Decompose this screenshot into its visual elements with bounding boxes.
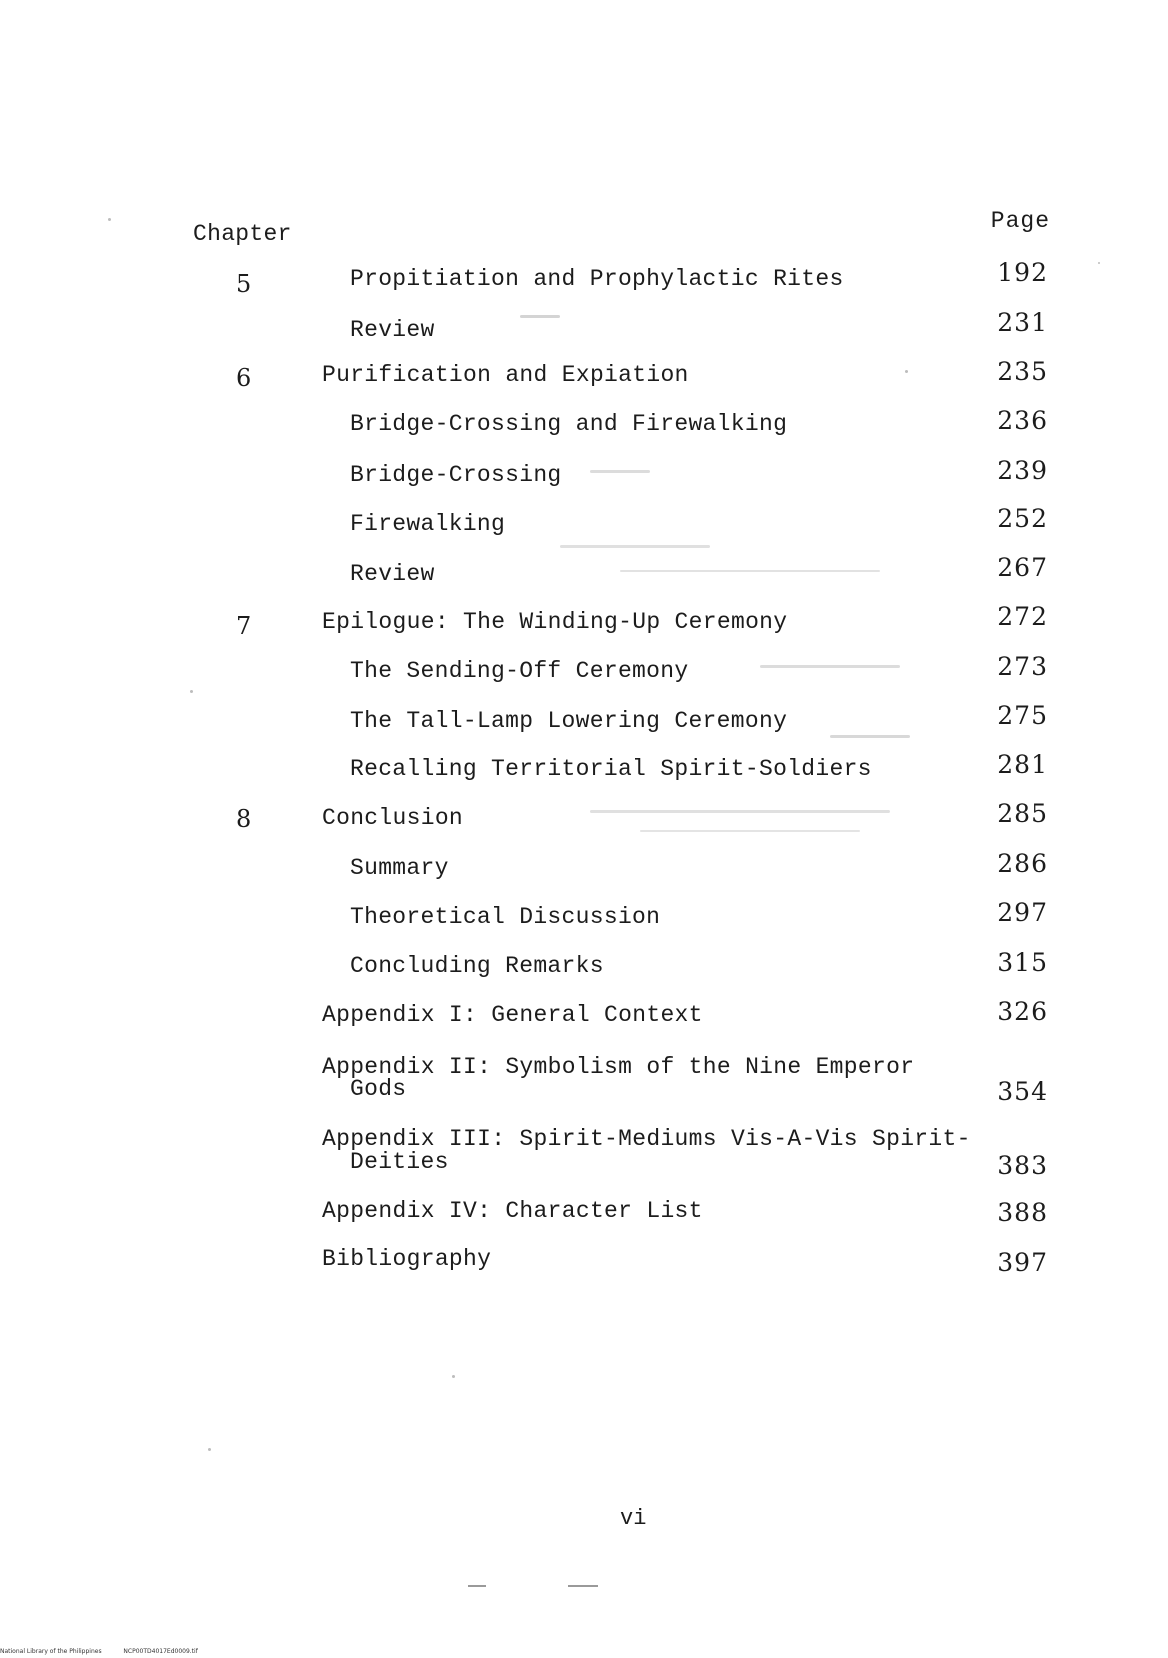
toc-entry-page: 397	[997, 1248, 1048, 1277]
toc-entry-title: Firewalking	[350, 511, 506, 537]
toc-entry-page: 297	[997, 898, 1048, 927]
scan-filename: NCP00TD4017Ed0009.tif	[123, 1648, 198, 1655]
scan-footer	[0, 1648, 198, 1655]
toc-entry-title: Appendix I: General Context	[322, 1002, 703, 1028]
toc-entry-page: 354	[997, 1077, 1048, 1106]
toc-entry-page: 281	[997, 750, 1048, 779]
toc-entry-title: Propitiation and Prophylactic Rites	[350, 266, 844, 292]
toc-entry-page: 267	[997, 553, 1048, 582]
scan-smudge	[568, 1585, 598, 1587]
page-column-heading: Page	[990, 208, 1050, 234]
scan-smudge	[468, 1585, 486, 1587]
toc-entry-title: Conclusion	[322, 805, 464, 831]
toc-entry-title: Concluding Remarks	[350, 953, 604, 979]
toc-entry-page: 235	[997, 357, 1048, 386]
toc-entry-page: 275	[997, 701, 1048, 730]
toc-entry-title: Bridge-Crossing and Firewalking	[350, 411, 788, 437]
toc-entry-page: 273	[997, 652, 1048, 681]
page-number: vi	[620, 1506, 647, 1531]
scan-speck	[208, 1448, 211, 1451]
toc-entry-title: Theoretical Discussion	[350, 904, 661, 930]
scan-speck	[760, 665, 900, 668]
toc-entry-title: Purification and Expiation	[322, 362, 689, 388]
scan-speck	[452, 1375, 455, 1378]
toc-entry-title: The Sending-Off Ceremony	[350, 658, 689, 684]
toc-entry-page: 326	[997, 997, 1048, 1026]
scan-speck	[905, 370, 908, 373]
toc-entry-page: 388	[997, 1198, 1048, 1227]
toc-entry-title: Appendix II: Symbolism of the Nine Emperor	[322, 1054, 915, 1080]
scan-speck	[1098, 262, 1100, 264]
chapter-column-heading: Chapter	[193, 221, 292, 247]
toc-entry-page: 192	[997, 258, 1048, 287]
toc-entry-title: Appendix IV: Character List	[322, 1198, 703, 1224]
toc-entry-title: Bridge-Crossing	[350, 462, 562, 488]
library-name: National Library of the Philippines	[0, 1648, 102, 1655]
toc-entry-title: The Tall-Lamp Lowering Ceremony	[350, 708, 788, 734]
toc-entry-page: 272	[997, 602, 1048, 631]
toc-entry-page: 286	[997, 849, 1048, 878]
chapter-number: 7	[236, 612, 252, 640]
toc-entry-page: 236	[997, 406, 1048, 435]
toc-entry-title: Appendix III: Spirit-Mediums Vis-A-Vis Spirit-	[322, 1126, 971, 1152]
toc-entry-title: Epilogue: The Winding-Up Ceremony	[322, 609, 788, 635]
toc-entry-title-continuation: Gods	[350, 1076, 407, 1102]
toc-entry-title: Review	[350, 561, 435, 587]
chapter-number: 5	[236, 270, 252, 298]
toc-entry-title: Review	[350, 317, 435, 343]
toc-entry-page: 239	[997, 456, 1048, 485]
scan-speck	[620, 570, 880, 572]
scan-speck	[830, 735, 910, 738]
scan-speck	[590, 470, 650, 473]
toc-entry-page: 231	[997, 308, 1048, 337]
scan-speck	[108, 218, 111, 221]
toc-entry-page: 252	[997, 504, 1048, 533]
toc-entry-page: 285	[997, 799, 1048, 828]
toc-entry-title: Bibliography	[322, 1246, 492, 1272]
scan-speck	[640, 830, 860, 832]
chapter-number: 8	[236, 805, 252, 833]
toc-entry-title: Recalling Territorial Spirit-Soldiers	[350, 756, 872, 782]
toc-entry-title-continuation: Deities	[350, 1149, 449, 1175]
chapter-number: 6	[236, 364, 252, 392]
scan-speck	[560, 545, 710, 548]
toc-entry-page: 315	[997, 948, 1048, 977]
scan-speck	[590, 810, 890, 813]
scan-speck	[520, 315, 560, 318]
toc-entry-title: Summary	[350, 855, 449, 881]
toc-entry-page: 383	[997, 1151, 1048, 1180]
scan-speck	[190, 690, 193, 693]
